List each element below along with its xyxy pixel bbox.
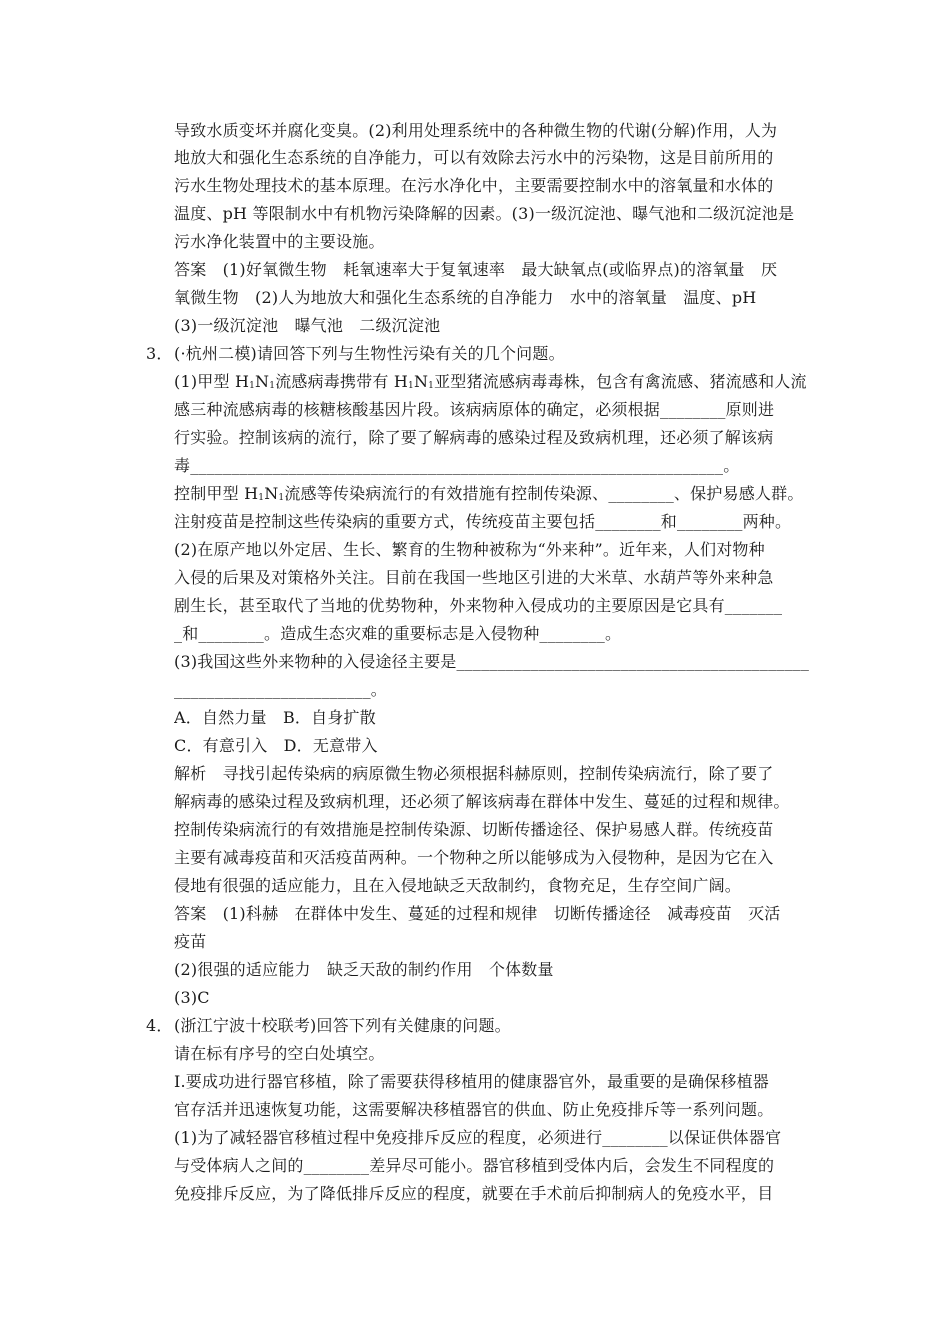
subscript: 1 [428,381,435,391]
text-fragment: 亚型猪流感病毒毒株，包含有禽流感、猪流感和人流 [434,372,807,391]
question-line: 免疫排斥反应，为了降低排斥反应的程度，就要在手术前后抑制病人的免疫水平，目 [174,1184,774,1203]
question-line: Ⅰ.要成功进行器官移植，除了需要获得移植用的健康器官外，最重要的是确保移植器 [174,1072,770,1091]
subscript: 1 [249,381,256,391]
answer-line: 疫苗 [174,932,207,951]
text-fragment: 控制甲型 H [174,484,259,503]
answer-line: 答案 (1)好氧微生物 耗氧速率大于复氧速率 最大缺氧点(或临界点)的溶氧量 厌 [174,260,778,279]
answer-line: (3)一级沉淀池 曝气池 二级沉淀池 [174,316,441,335]
question-line: 毒_________________________________________________________________。 [174,456,740,475]
text-fragment: N [413,372,429,391]
question-heading: (·杭州二模)请回答下列与生物性污染有关的几个问题。 [174,344,565,363]
question-line: 请在标有序号的空白处填空。 [174,1044,385,1063]
question-line: _和________。造成生态灾难的重要标志是入侵物种________。 [174,624,622,643]
question-line: 感三种流感病毒的核糖核酸基因片段。该病病原体的确定，必须根据________原则进 [174,400,775,419]
text-fragment: 流感等传染病流行的有效措施有控制传染源、________、保护易感人群。 [284,484,804,503]
text-line: 导致水质变坏并腐化变臭。(2)利用处理系统中的各种微生物的代谢(分解)作用，人为 [174,121,778,140]
question-number: 3． [146,344,173,363]
option-line: A．自然力量 B．自身扩散 [174,708,376,727]
subscript: 1 [269,381,276,391]
question-line: 入侵的后果及对策格外关注。目前在我国一些地区引进的大米草、水葫芦等外来种急 [174,568,774,587]
subscript: 1 [408,381,414,391]
text-fragment: N [264,484,279,503]
question-line: 注射疫苗是控制这些传染病的重要方式，传统疫苗主要包括________和________两种。 [174,512,792,531]
question-number: 4． [146,1016,173,1035]
question-line: 行实验。控制该病的流行，除了要了解病毒的感染过程及致病机理，还必须了解该病 [174,428,774,447]
text-line: 污水净化装置中的主要设施。 [174,232,385,251]
question-line: (3)我国这些外来物种的入侵途径主要是___________________________________________ [174,652,810,671]
answer-line: 氧微生物 (2)人为地放大和强化生态系统的自净能力 水中的溶氧量 温度、pH [174,288,757,307]
text-fragment: 流感病毒携带有 H [275,372,409,391]
answer-line: (3)C [174,988,210,1007]
text-line: 污水生物处理技术的基本原理。在污水净化中，主要需要控制水中的溶氧量和水体的 [174,176,774,195]
question-line [174,481,824,507]
explanation-line: 控制传染病流行的有效措施是控制传染源、切断传播途径、保护易感人群。传统疫苗 [174,820,774,839]
question-heading: (浙江宁波十校联考)回答下列有关健康的问题。 [174,1016,511,1035]
question-line: (2)在原产地以外定居、生长、繁育的生物种被称为“外来种”。近年来，人们对物种 [174,540,765,559]
question-line [174,369,824,395]
explanation-line: 主要有减毒疫苗和灭活疫苗两种。一个物种之所以能够成为入侵物种，是因为它在入 [174,848,774,867]
answer-line: 答案 (1)科赫 在群体中发生、蔓延的过程和规律 切断传播途径 减毒疫苗 灭活 [174,904,781,923]
question-line: (1)为了减轻器官移植过程中免疫排斥反应的程度，必须进行________以保证供体器官 [174,1128,782,1147]
question-line: 与受体病人之间的________差异尽可能小。器官移植到受体内后，会发生不同程度的 [174,1156,775,1175]
explanation-line: 解病毒的感染过程及致病机理，还必须了解该病毒在群体中发生、蔓延的过程和规律。 [174,792,790,811]
question-line: 剧生长，甚至取代了当地的优势物种，外来物种入侵成功的主要原因是它具有_______ [174,596,783,615]
subscript: 1 [258,493,265,503]
explanation-line: 解析 寻找引起传染病的病原微生物必须根据科赫原则，控制传染病流行，除了要了 [174,764,774,783]
subscript: 1 [278,493,285,503]
text-fragment: (1)甲型 H [174,372,250,391]
explanation-line: 侵地有很强的适应能力，且在入侵地缺乏天敌制约，食物充足，生存空间广阔。 [174,876,742,895]
option-line: C．有意引入 D．无意带入 [174,736,378,755]
answer-line: (2)很强的适应能力 缺乏天敌的制约作用 个体数量 [174,960,554,979]
text-line: 温度、pH 等限制水中有机物污染降解的因素。(3)一级沉淀池、曝气池和二级沉淀池是 [174,204,795,223]
text-line: 地放大和强化生态系统的自净能力，可以有效除去污水中的污染物，这是目前所用的 [174,148,774,167]
text-fragment: N [255,372,270,391]
question-line: ________________________。 [174,680,387,699]
question-line: 官存活并迅速恢复功能，这需要解决移植器官的供血、防止免疫排斥等一系列问题。 [174,1100,774,1119]
